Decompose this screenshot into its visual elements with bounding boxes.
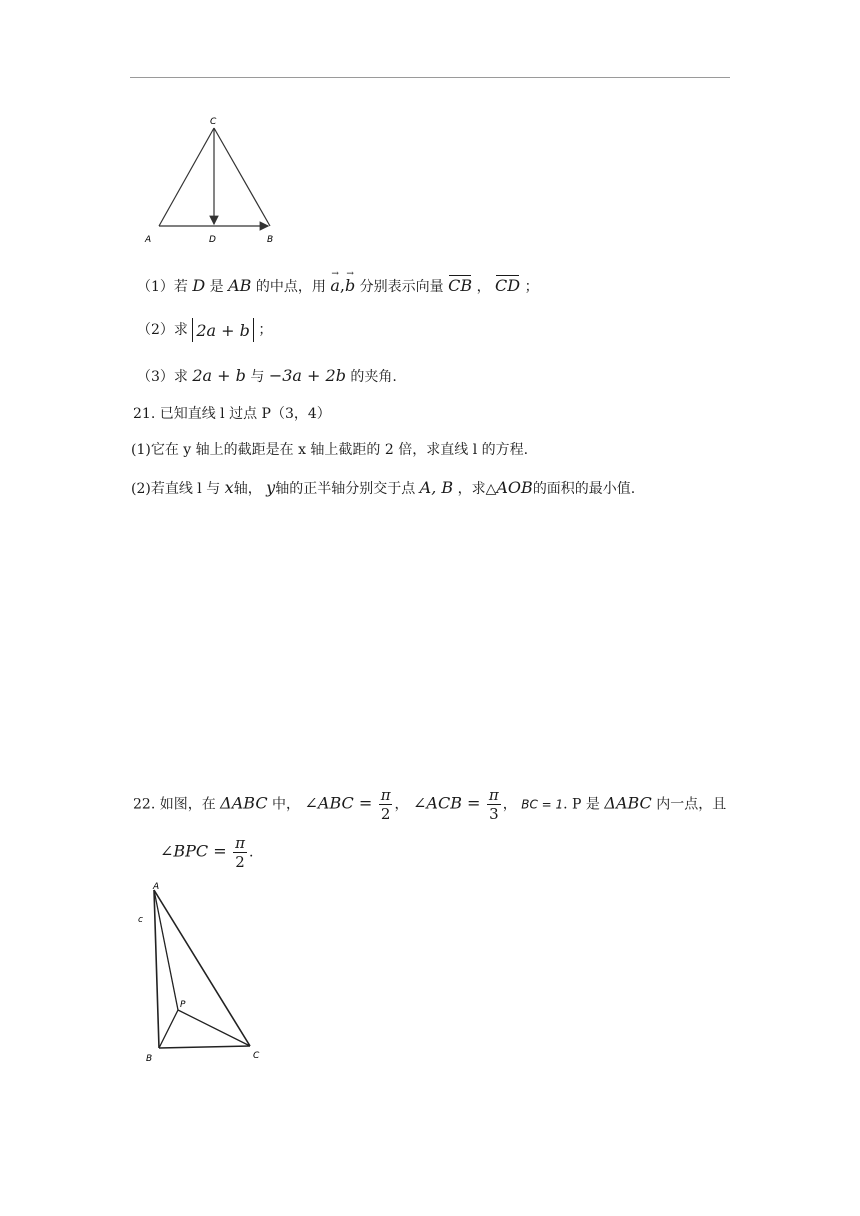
q20-part2: （2）求 2a + b ； <box>137 318 272 342</box>
q22-line2: ∠BPC = $\frac{\pi}{2}$ . <box>160 834 254 871</box>
q22-line1: 22. 如图，在 ΔABC 中， ∠ABC = $\frac{\pi}{2}$ ， ∠ACB = $\frac{\pi}{3}$ ， BC = 1. P 是 ΔABC 内一点，且 <box>133 786 727 823</box>
q21-part2: (2)若直线 l 与 x轴， y轴的正半轴分别交于点 A, B ，求△AOB的面积的最小值. <box>131 478 636 497</box>
label-b: B <box>267 235 274 245</box>
label-p: P <box>180 1000 186 1010</box>
q21-part1: (1)它在 y 轴上的截距是在 x 轴上截距的 2 倍，求直线 l 的方程. <box>131 442 529 458</box>
label-a: A <box>153 882 160 892</box>
label-c: C <box>253 1051 260 1061</box>
label-a: A <box>145 235 152 245</box>
label-b: B <box>146 1054 153 1064</box>
label-d: D <box>209 235 216 245</box>
label-c: C <box>210 117 217 127</box>
q20-part1: （1）若 D 是 AB 的中点，用 a →,b → 分别表示向量 CB ， CD ； <box>137 276 539 297</box>
q21-title: 21. 已知直线 l 过点 P（3，4） <box>133 406 331 422</box>
q20-part3: （3）求 2a + b 与 −3a + 2b 的夹角. <box>137 366 397 385</box>
label-c-side: c <box>138 915 143 925</box>
